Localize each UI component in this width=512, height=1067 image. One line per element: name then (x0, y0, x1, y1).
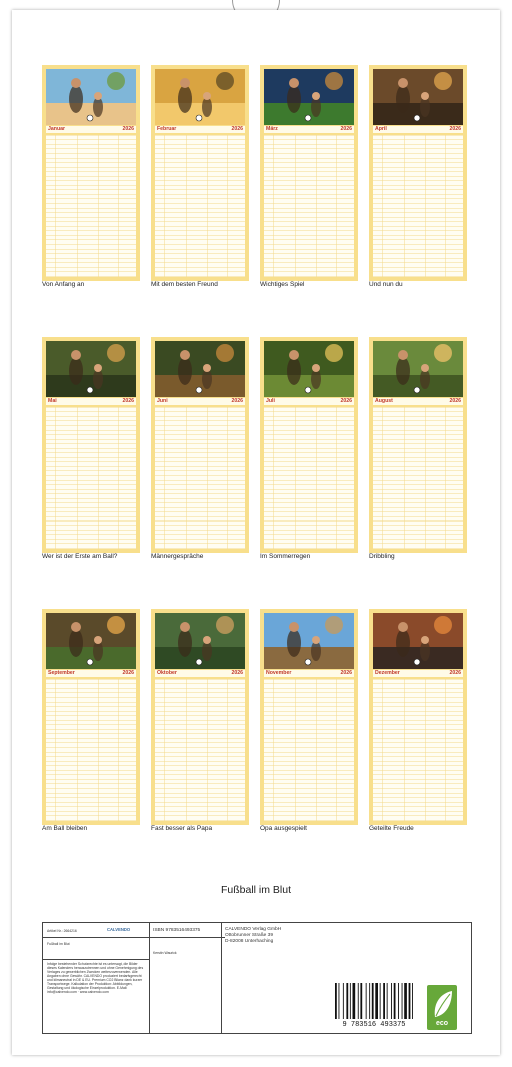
calendar-title: Fußball im Blut (220, 884, 292, 896)
month-name: April (375, 126, 387, 132)
month-header (373, 126, 463, 133)
barcode-bar (375, 983, 378, 1019)
month-year: 2026 (231, 126, 243, 132)
month-caption: Wer ist der Erste am Ball? (42, 553, 118, 560)
barcode-bar (346, 983, 348, 1019)
month-year: 2026 (449, 398, 461, 404)
month-year: 2026 (122, 670, 134, 676)
month-photo (264, 613, 354, 669)
barcode-bar (372, 983, 374, 1019)
barcode-bar (339, 983, 340, 1019)
month-year: 2026 (340, 126, 352, 132)
month-day-grid (155, 679, 245, 821)
month-header (46, 398, 136, 405)
barcode-bar (394, 983, 396, 1019)
month-day-grid (46, 135, 136, 277)
eco-label: eco (435, 1020, 449, 1027)
month-day-grid (264, 679, 354, 821)
barcode-bar (391, 983, 392, 1019)
month-day-grid (373, 679, 463, 821)
barcode-bar (369, 983, 370, 1019)
calvendo-logo: CALVENDO (107, 927, 131, 932)
product-name: Fußball im Blut (47, 942, 70, 946)
month-caption: Fast besser als Papa (151, 825, 213, 832)
barcode-number: 9 783516 493375 (342, 1021, 406, 1029)
month-caption: Wichtiges Spiel (260, 281, 305, 288)
month-block-1 (42, 65, 140, 281)
month-photo (155, 341, 245, 397)
month-name: Juli (266, 398, 275, 404)
month-day-grid (373, 135, 463, 277)
barcode-bar (412, 983, 413, 1019)
month-caption: Im Sommerregen (260, 553, 311, 560)
month-day-grid (155, 135, 245, 277)
month-day-grid (373, 407, 463, 549)
month-year: 2026 (122, 126, 134, 132)
month-year: 2026 (231, 398, 243, 404)
month-year: 2026 (449, 670, 461, 676)
barcode-bar (409, 983, 411, 1019)
month-header (264, 670, 354, 677)
month-block-8 (369, 337, 467, 553)
month-block-3 (260, 65, 358, 281)
publisher-name: CALVENDO Verlag GmbH (225, 927, 282, 932)
month-year: 2026 (231, 670, 243, 676)
month-header (373, 398, 463, 405)
month-day-grid (46, 679, 136, 821)
barcode-bar (366, 983, 367, 1019)
month-caption: Mit dem besten Freund (151, 281, 218, 288)
article-number: Artikel Nr.: 2664216 (47, 929, 77, 933)
month-block-7 (260, 337, 358, 553)
month-header (264, 126, 354, 133)
month-block-2 (151, 65, 249, 281)
month-caption: Am Ball bleiben (42, 825, 88, 832)
month-name: November (266, 670, 292, 676)
month-name: Januar (48, 126, 66, 132)
barcode-bar (404, 983, 407, 1019)
barcode-bar (387, 983, 388, 1019)
month-header (155, 126, 245, 133)
month-photo (46, 69, 136, 125)
month-photo (373, 613, 463, 669)
month-photo (373, 69, 463, 125)
publisher-city: D-82008 Unterhaching (225, 939, 274, 944)
barcode-bar (335, 983, 337, 1019)
month-day-grid (155, 407, 245, 549)
month-name: Juni (157, 398, 168, 404)
month-name: Mai (48, 398, 57, 404)
month-photo (46, 613, 136, 669)
barcode-bar (380, 983, 381, 1019)
month-header (155, 670, 245, 677)
publisher-street: Ottobrunner Straße 39 (225, 933, 273, 938)
month-day-grid (46, 407, 136, 549)
month-caption: Dribbling (369, 553, 395, 560)
month-caption: Von Anfang an (42, 281, 85, 288)
barcode-bar (398, 983, 399, 1019)
month-caption: Geteilte Freude (369, 825, 414, 832)
month-year: 2026 (340, 670, 352, 676)
month-name: März (266, 126, 278, 132)
month-name: Februar (157, 126, 177, 132)
month-block-12 (369, 609, 467, 825)
barcode-bar (350, 983, 351, 1019)
month-caption: Männergespräche (151, 553, 204, 560)
month-header (373, 670, 463, 677)
barcode-bar (358, 983, 359, 1019)
eco-badge (427, 985, 457, 1030)
month-photo (264, 341, 354, 397)
barcode-bar (353, 983, 356, 1019)
month-header (264, 398, 354, 405)
month-photo (155, 69, 245, 125)
month-header (155, 398, 245, 405)
month-photo (155, 613, 245, 669)
month-block-9 (42, 609, 140, 825)
barcode-bar (402, 983, 403, 1019)
barcode-bar (360, 983, 362, 1019)
isbn: ISBN 9783516493375 (153, 928, 201, 933)
month-block-4 (369, 65, 467, 281)
barcode (329, 981, 419, 1029)
month-block-11 (260, 609, 358, 825)
month-block-10 (151, 609, 249, 825)
info-left-column (43, 923, 150, 1033)
barcode-bar (343, 983, 344, 1019)
month-year: 2026 (449, 126, 461, 132)
month-caption: Und nun du (369, 281, 403, 288)
month-day-grid (264, 135, 354, 277)
month-name: September (48, 670, 75, 676)
month-header (46, 670, 136, 677)
month-block-6 (151, 337, 249, 553)
month-photo (373, 341, 463, 397)
month-photo (46, 341, 136, 397)
month-caption: Opa ausgespielt (260, 825, 307, 832)
author: Kerstin Waurick (153, 951, 177, 955)
month-header (46, 126, 136, 133)
month-name: Oktober (157, 670, 177, 676)
month-photo (264, 69, 354, 125)
month-block-5 (42, 337, 140, 553)
month-name: August (375, 398, 393, 404)
month-year: 2026 (122, 398, 134, 404)
month-day-grid (264, 407, 354, 549)
product-info-box (42, 922, 472, 1034)
legal-notice: Infolge bestehender Schutzrechte ist es untersagt, die Bilder dieses Kalenders herauszutrennen und ohne Genehmigung des Verlages zu gewerblichen Zwecken weiterzuverwenden. Alle Angaben ohne Gewähr. CALVENDO produziert bedarfsgerecht und klimaneutral in DE & EU. Premium CO2 Bilanz dank kurzer Transportwege. Kalkulation der Produktion: Abbildungen, Gestaltung und ökologische Einzelproduktion. E-Mail: info@calvendo.com · www.calvendo.com (47, 962, 144, 994)
barcode-bar (383, 983, 385, 1019)
month-name: Dezember (375, 670, 400, 676)
month-year: 2026 (340, 398, 352, 404)
